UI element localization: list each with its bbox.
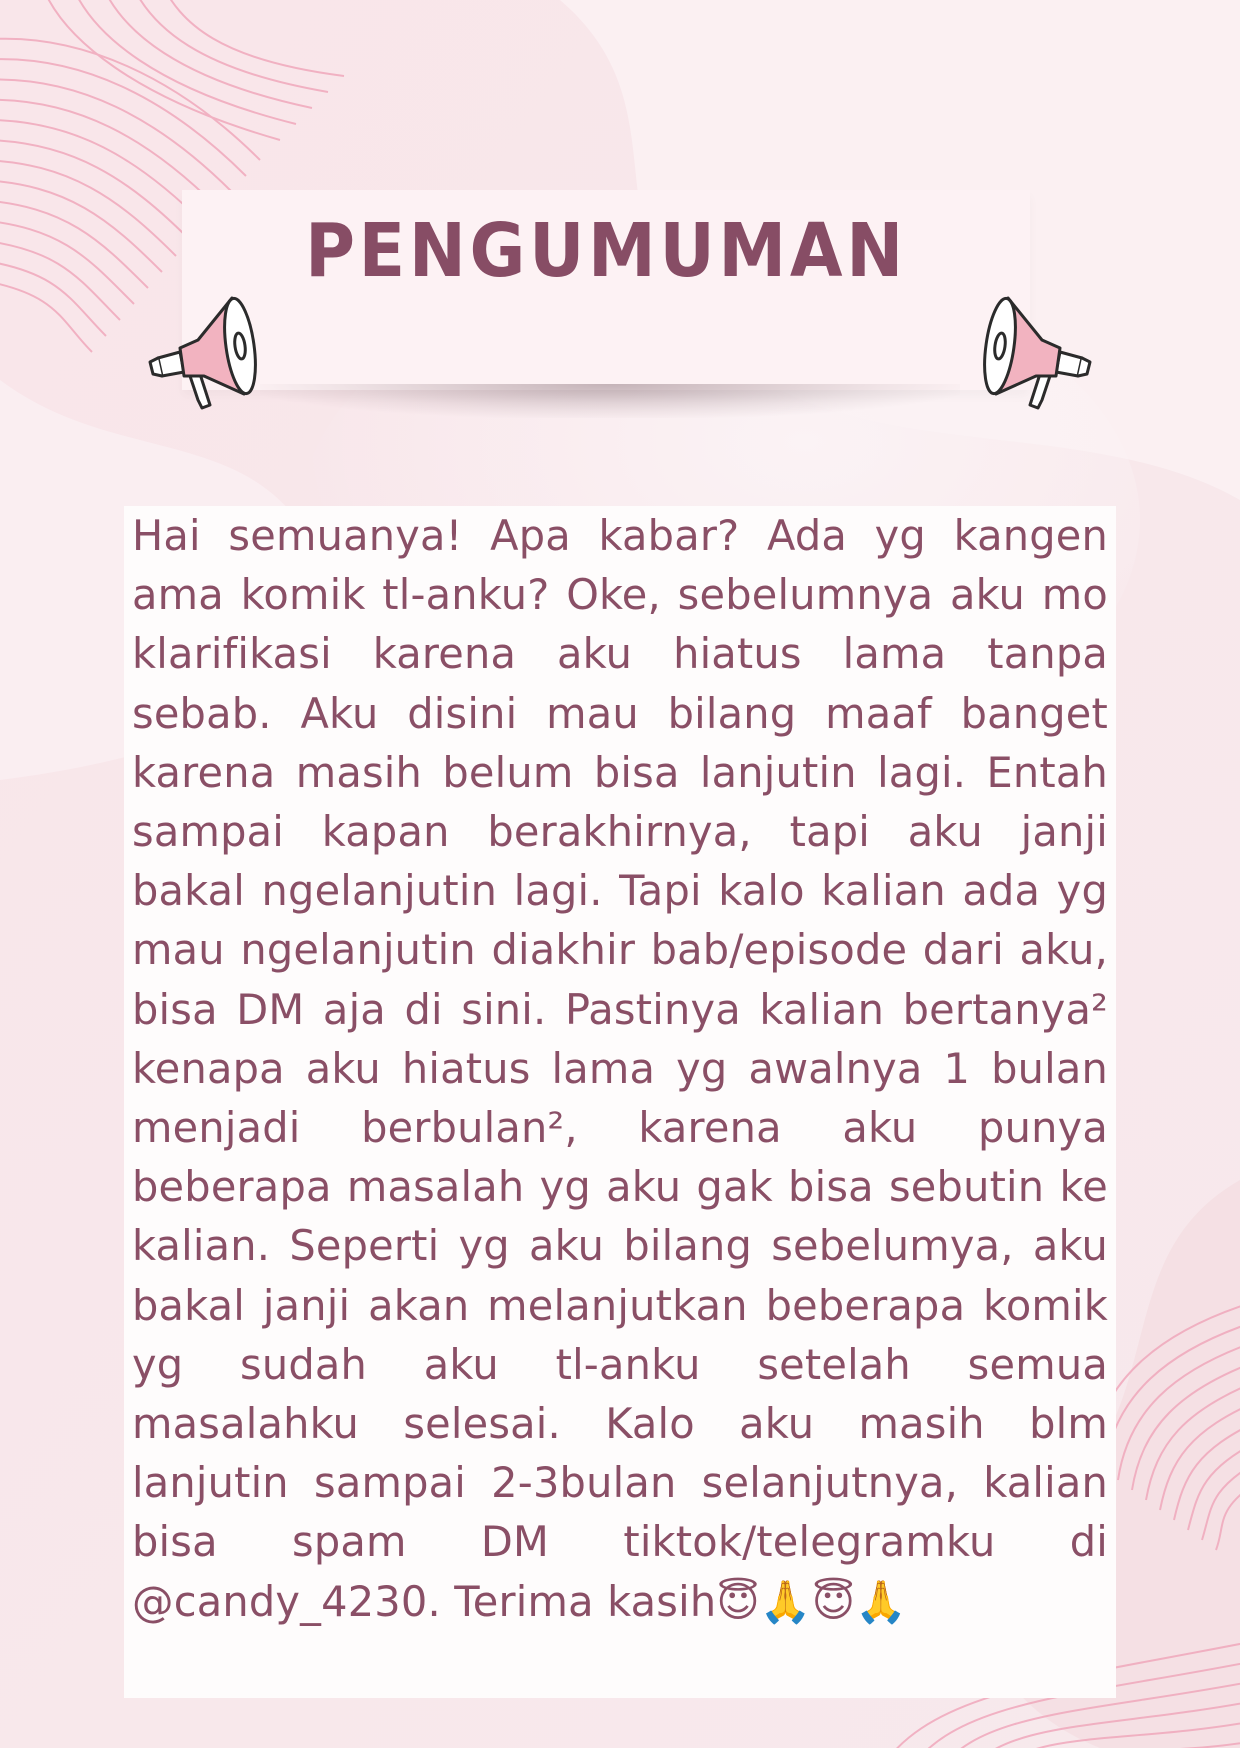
megaphone-icon: [140, 290, 290, 430]
megaphone-icon: [950, 290, 1100, 430]
announcement-body: Hai semuanya! Apa kabar? Ada yg kangen ama komik tl-anku? Oke, sebelumnya aku mo klarifikasi karena aku hiatus lama tanpa sebab. Aku disini mau bilang maaf banget karena masih belum bisa lanjutin lagi. Entah sampai kapan berakhirnya, tapi aku janji bakal ngelanjutin lagi. Tapi kalo kalian ada yg mau ngelanjutin diakhir bab/episode dari aku, bisa DM aja di sini. Pastinya kalian bertanya² kenapa aku hiatus lama yg awalnya 1 bulan menjadi berbulan², karena aku punya beberapa masalah yg aku gak bisa sebutin ke kalian. Seperti yg aku bilang sebelumya, aku bakal janji akan melanjutkan beberapa komik yg sudah aku tl-anku setelah semua masalahku selesai. Kalo aku masih blm lanjutin sampai 2-3bulan selanjutnya, kalian bisa spam DM tiktok/telegramku di @candy_4230. Terima kasih😇🙏😇🙏: [132, 511, 1108, 1626]
title-banner-shadow: [260, 384, 960, 418]
page-title: PENGUMUMAN: [305, 208, 907, 294]
